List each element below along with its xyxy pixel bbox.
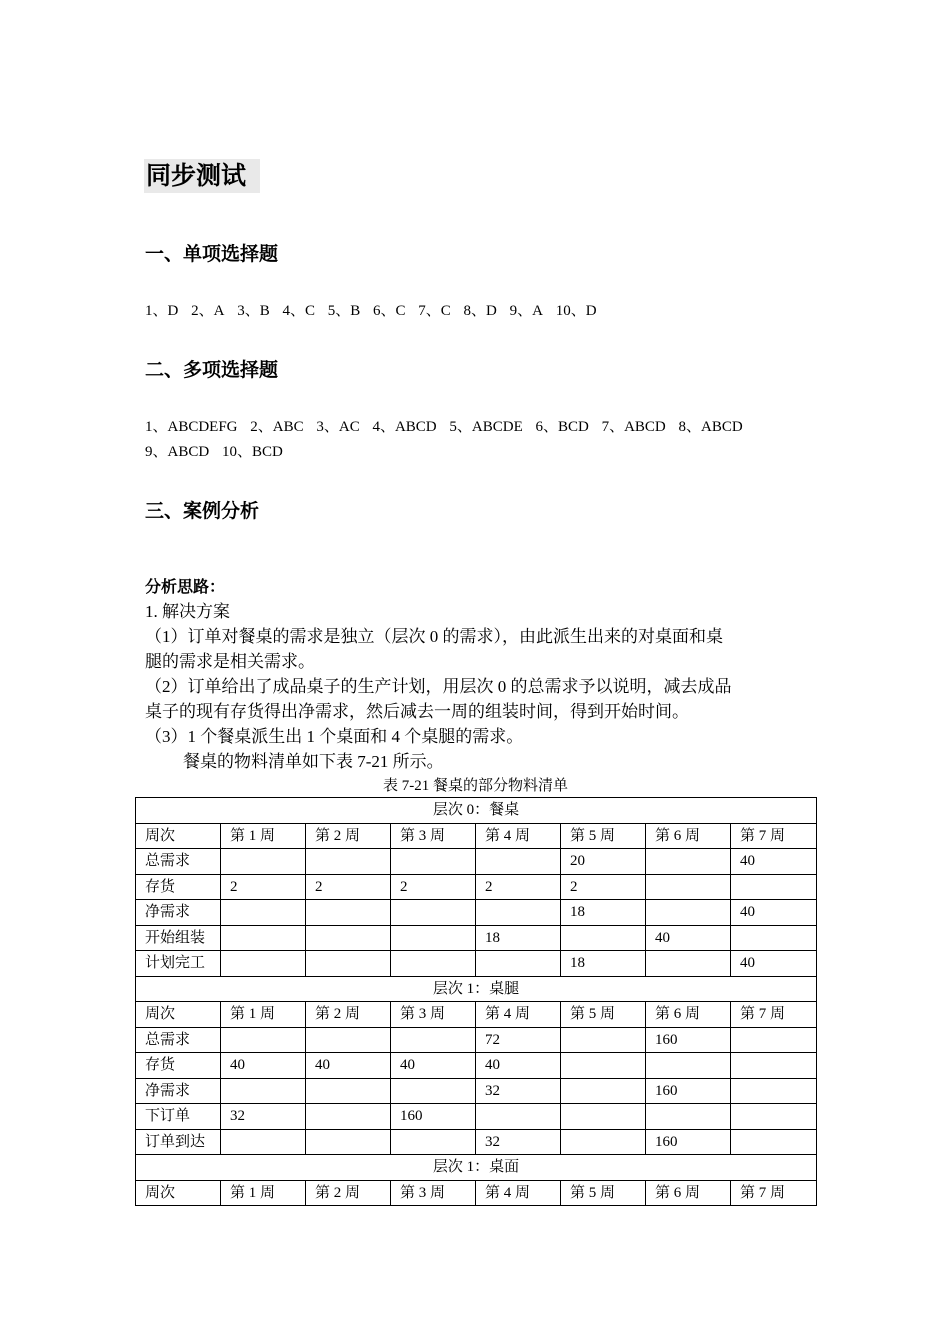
row-label-cell: 总需求 — [136, 1027, 221, 1053]
table-cell — [306, 1129, 391, 1155]
table-cell — [391, 900, 476, 926]
table-row — [136, 951, 817, 977]
point1-line1: （1）订单对餐桌的需求是独立（层次 0 的需求），由此派生出来的对桌面和桌 — [145, 627, 723, 646]
answer-item: 10、D — [555, 303, 597, 319]
table-row — [136, 1078, 817, 1104]
level-title: 层次 1：桌腿 — [136, 976, 817, 1002]
week-header-cell: 第 7 周 — [731, 1002, 817, 1028]
table-cell — [561, 1053, 646, 1079]
table-cell — [306, 900, 391, 926]
table-cell: 160 — [391, 1104, 476, 1130]
table-cell: 18 — [476, 925, 561, 951]
table-cell — [731, 1129, 817, 1155]
table-cell — [476, 900, 561, 926]
answer-item: 3、B — [237, 303, 270, 319]
solution-label: 1. 解决方案 — [145, 602, 230, 621]
table-cell — [561, 1078, 646, 1104]
table-cell — [306, 1104, 391, 1130]
week-header-cell: 第 5 周 — [561, 1002, 646, 1028]
week-header-row — [136, 823, 817, 849]
table-cell: 160 — [646, 1027, 731, 1053]
point2-line1: （2）订单给出了成品桌子的生产计划，用层次 0 的总需求予以说明，减去成品 — [145, 677, 732, 696]
week-header-cell: 第 3 周 — [391, 1180, 476, 1206]
table-row — [136, 849, 817, 875]
level-title: 层次 1：桌面 — [136, 1155, 817, 1181]
answer-item: 7、C — [418, 303, 451, 319]
table-cell: 2 — [476, 874, 561, 900]
answer-item: 9、ABCD — [145, 444, 210, 460]
section-heading-single-choice: 一、单项选择题 — [145, 243, 279, 265]
table-cell: 2 — [306, 874, 391, 900]
section-heading-multi-choice: 二、多项选择题 — [145, 359, 279, 381]
multi-choice-answers-line2 — [145, 440, 292, 465]
table-cell: 40 — [306, 1053, 391, 1079]
answer-item: 5、B — [327, 303, 361, 319]
answer-item: 7、ABCD — [601, 419, 666, 435]
table-cell — [731, 1078, 817, 1104]
answer-item: 5、ABCDE — [449, 419, 523, 435]
table-cell: 160 — [646, 1078, 731, 1104]
answer-item: 9、A — [509, 303, 543, 319]
level-title-row — [136, 976, 817, 1002]
table-cell — [476, 849, 561, 875]
table-cell — [306, 849, 391, 875]
table-cell — [476, 951, 561, 977]
table-cell — [731, 1104, 817, 1130]
table-cell — [561, 1129, 646, 1155]
table-cell — [646, 1104, 731, 1130]
answer-item: 2、A — [191, 303, 225, 319]
week-header-cell: 第 2 周 — [306, 1002, 391, 1028]
answer-item: 6、BCD — [535, 419, 589, 435]
week-header-cell: 第 7 周 — [731, 823, 817, 849]
answer-item: 4、ABCD — [372, 419, 437, 435]
week-header-cell: 第 1 周 — [221, 1002, 306, 1028]
table-cell — [561, 925, 646, 951]
row-label-cell: 开始组装 — [136, 925, 221, 951]
row-label-cell: 计划完工 — [136, 951, 221, 977]
row-label-cell: 存货 — [136, 1053, 221, 1079]
table-cell — [306, 951, 391, 977]
row-label-cell: 总需求 — [136, 849, 221, 875]
answer-item: 6、C — [372, 303, 406, 319]
table-row — [136, 1053, 817, 1079]
week-label-cell: 周次 — [136, 823, 221, 849]
analysis-body — [145, 574, 815, 774]
row-label-cell: 订单到达 — [136, 1129, 221, 1155]
answer-item: 10、BCD — [221, 444, 283, 460]
level-title-row — [136, 1155, 817, 1181]
week-header-row — [136, 1002, 817, 1028]
table-cell — [221, 900, 306, 926]
answer-item: 8、ABCD — [678, 419, 743, 435]
row-label-cell: 下订单 — [136, 1104, 221, 1130]
multi-choice-answers-line1 — [145, 415, 752, 440]
table-cell: 2 — [391, 874, 476, 900]
table-cell — [391, 925, 476, 951]
table-cell: 160 — [646, 1129, 731, 1155]
table-cell — [561, 1027, 646, 1053]
table-caption: 表 7-21 餐桌的部分物料清单 — [383, 778, 568, 794]
table-cell — [221, 951, 306, 977]
table-cell: 32 — [476, 1129, 561, 1155]
week-header-cell: 第 4 周 — [476, 1180, 561, 1206]
level-title-row — [136, 798, 817, 824]
table-cell — [306, 925, 391, 951]
table-cell — [391, 1027, 476, 1053]
table-cell — [646, 874, 731, 900]
table-cell — [221, 1078, 306, 1104]
table-row — [136, 900, 817, 926]
table-cell: 72 — [476, 1027, 561, 1053]
page-title: 同步测试 — [144, 159, 260, 193]
week-header-cell: 第 5 周 — [561, 823, 646, 849]
week-header-cell: 第 4 周 — [476, 1002, 561, 1028]
bom-table — [135, 797, 817, 1206]
table-cell — [646, 1053, 731, 1079]
table-cell: 40 — [731, 951, 817, 977]
answer-item: 2、ABC — [250, 419, 304, 435]
table-cell: 40 — [391, 1053, 476, 1079]
row-label-cell: 净需求 — [136, 900, 221, 926]
week-header-cell: 第 2 周 — [306, 1180, 391, 1206]
table-cell: 40 — [731, 900, 817, 926]
point3: （3）1 个餐桌派生出 1 个桌面和 4 个桌腿的需求。 — [145, 727, 524, 746]
week-header-cell: 第 6 周 — [646, 1002, 731, 1028]
table-cell — [306, 1027, 391, 1053]
table-cell: 40 — [221, 1053, 306, 1079]
table-cell: 40 — [731, 849, 817, 875]
answer-item: 8、D — [463, 303, 497, 319]
answer-item: 3、AC — [316, 419, 360, 435]
week-header-cell: 第 3 周 — [391, 823, 476, 849]
table-cell — [646, 900, 731, 926]
bom-table-body — [136, 798, 817, 1206]
week-header-cell: 第 2 周 — [306, 823, 391, 849]
table-cell: 2 — [561, 874, 646, 900]
week-header-cell: 第 1 周 — [221, 823, 306, 849]
table-cell — [476, 1104, 561, 1130]
table-cell — [221, 849, 306, 875]
table-cell — [221, 1129, 306, 1155]
section-heading-case-analysis: 三、案例分析 — [145, 500, 260, 522]
table-row — [136, 1104, 817, 1130]
analysis-label: 分析思路： — [145, 577, 226, 596]
table-cell — [391, 1078, 476, 1104]
table-cell: 40 — [476, 1053, 561, 1079]
week-header-row — [136, 1180, 817, 1206]
level-title: 层次 0：餐桌 — [136, 798, 817, 824]
table-cell — [646, 951, 731, 977]
table-row — [136, 1129, 817, 1155]
answer-item: 4、C — [282, 303, 315, 319]
table-cell — [731, 874, 817, 900]
table-cell: 32 — [476, 1078, 561, 1104]
table-cell — [221, 925, 306, 951]
week-header-cell: 第 5 周 — [561, 1180, 646, 1206]
table-cell — [391, 1129, 476, 1155]
row-label-cell: 净需求 — [136, 1078, 221, 1104]
table-cell: 40 — [646, 925, 731, 951]
answer-item: 1、ABCDEFG — [145, 419, 238, 435]
table-cell — [561, 1104, 646, 1130]
week-header-cell: 第 6 周 — [646, 1180, 731, 1206]
table-cell — [306, 1078, 391, 1104]
table-row — [136, 874, 817, 900]
table-cell — [731, 1053, 817, 1079]
table-cell — [731, 1027, 817, 1053]
table-cell — [731, 925, 817, 951]
answer-item: 1、D — [145, 303, 179, 319]
table-row — [136, 925, 817, 951]
week-header-cell: 第 7 周 — [731, 1180, 817, 1206]
table-cell — [391, 849, 476, 875]
table-cell: 18 — [561, 951, 646, 977]
table-cell — [391, 951, 476, 977]
table-row — [136, 1027, 817, 1053]
week-label-cell: 周次 — [136, 1180, 221, 1206]
week-header-cell: 第 3 周 — [391, 1002, 476, 1028]
point1-line2: 腿的需求是相关需求。 — [145, 652, 315, 671]
table-cell: 32 — [221, 1104, 306, 1130]
week-label-cell: 周次 — [136, 1002, 221, 1028]
table-cell: 20 — [561, 849, 646, 875]
week-header-cell: 第 6 周 — [646, 823, 731, 849]
week-header-cell: 第 4 周 — [476, 823, 561, 849]
single-choice-answers — [145, 299, 606, 324]
row-label-cell: 存货 — [136, 874, 221, 900]
table-cell: 18 — [561, 900, 646, 926]
bom-intro: 餐桌的物料清单如下表 7-21 所示。 — [183, 752, 444, 771]
point2-line2: 桌子的现有存货得出净需求，然后减去一周的组装时间，得到开始时间。 — [145, 702, 689, 721]
week-header-cell: 第 1 周 — [221, 1180, 306, 1206]
table-cell — [221, 1027, 306, 1053]
table-cell — [646, 849, 731, 875]
table-cell: 2 — [221, 874, 306, 900]
